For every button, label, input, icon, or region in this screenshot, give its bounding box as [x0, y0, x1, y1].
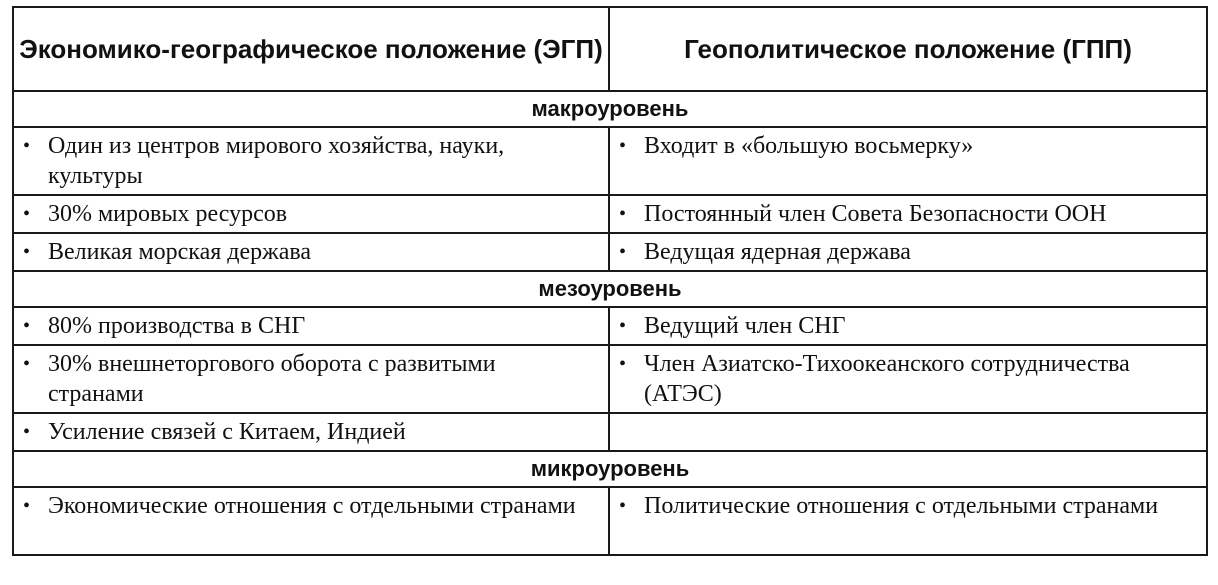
bullet-icon: • — [619, 241, 627, 263]
level-meso: мезоуровень — [13, 271, 1207, 307]
egp-item: 30% мировых ресурсов — [48, 201, 288, 227]
gpp-cell — [609, 345, 1207, 413]
table-row — [13, 127, 1207, 195]
bullet-icon: • — [619, 203, 627, 225]
bullet-icon: • — [619, 315, 627, 337]
header-egp: Экономико-географическое положение (ЭГП) — [13, 7, 609, 91]
bullet-icon: • — [23, 421, 31, 443]
egp-cell — [13, 307, 609, 345]
egp-cell — [13, 487, 609, 555]
gpp-item: Политические отношения с отдельными странами — [644, 493, 1159, 519]
bullet-icon: • — [23, 203, 31, 225]
table-row — [13, 307, 1207, 345]
bullet-icon: • — [619, 353, 627, 375]
table-row — [13, 233, 1207, 271]
table-row — [13, 413, 1207, 451]
gpp-cell-empty — [609, 413, 1207, 451]
table-header-row — [13, 7, 1207, 91]
egp-cell — [13, 195, 609, 233]
egp-item: Великая морская держава — [48, 239, 312, 265]
bullet-icon: • — [619, 135, 627, 157]
bullet-icon: • — [23, 241, 31, 263]
gpp-item: Ведущая ядерная держава — [644, 239, 911, 265]
level-micro: микроуровень — [13, 451, 1207, 487]
level-macro: макроуровень — [13, 91, 1207, 127]
comparison-table — [12, 6, 1208, 556]
gpp-cell — [609, 233, 1207, 271]
bullet-icon: • — [23, 315, 31, 337]
header-gpp: Геополитическое положение (ГПП) — [609, 7, 1207, 91]
bullet-icon: • — [23, 495, 31, 517]
gpp-item: Постоянный член Совета Безопасности ООН — [644, 201, 1107, 227]
gpp-item: Ведущий член СНГ — [644, 313, 846, 339]
gpp-item: Входит в «большую восьмерку» — [644, 133, 974, 159]
egp-item: Один из центров мирового хозяйства, науки, культуры — [48, 133, 505, 189]
bullet-icon: • — [619, 495, 627, 517]
egp-cell — [13, 413, 609, 451]
egp-item: Усиление связей с Китаем, Индией — [48, 419, 406, 445]
table-row — [13, 487, 1207, 555]
egp-item: Экономические отношения с отдельными странами — [48, 493, 576, 519]
egp-cell — [13, 233, 609, 271]
table-row — [13, 345, 1207, 413]
egp-item: 80% производства в СНГ — [48, 313, 306, 339]
table-row — [13, 195, 1207, 233]
egp-item: 30% внешнеторгового оборота с развитыми странами — [48, 351, 496, 407]
level-row-micro — [13, 451, 1207, 487]
level-row-macro — [13, 91, 1207, 127]
gpp-cell — [609, 307, 1207, 345]
egp-cell — [13, 345, 609, 413]
egp-cell — [13, 127, 609, 195]
bullet-icon: • — [23, 135, 31, 157]
level-row-meso — [13, 271, 1207, 307]
gpp-item: Член Азиатско-Тихоокеанского сотрудничества (АТЭС) — [644, 351, 1130, 407]
gpp-cell — [609, 195, 1207, 233]
bullet-icon: • — [23, 353, 31, 375]
gpp-cell — [609, 487, 1207, 555]
gpp-cell — [609, 127, 1207, 195]
